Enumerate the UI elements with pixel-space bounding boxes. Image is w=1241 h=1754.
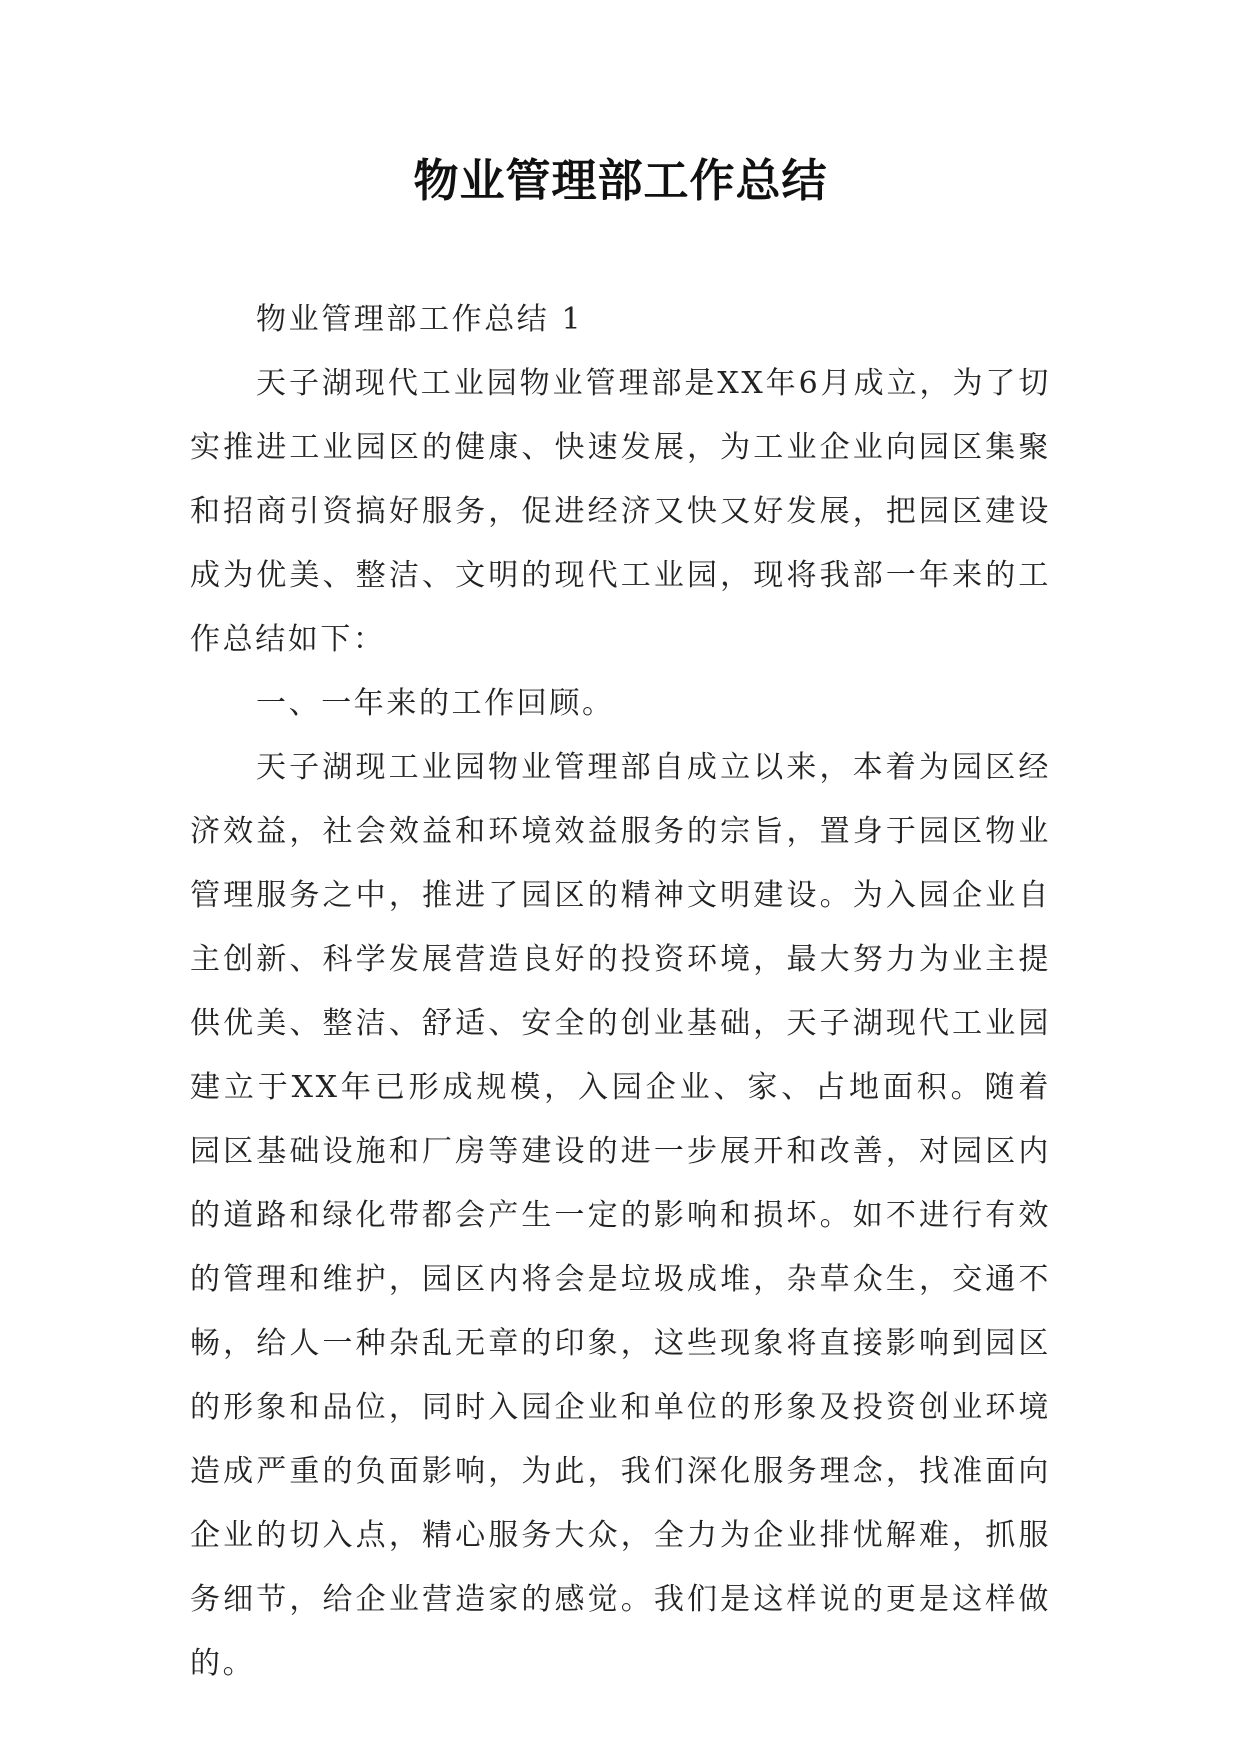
paragraph-section-heading: 一、一年来的工作回顾。 xyxy=(256,686,615,721)
paragraph-heading: 物业管理部工作总结 1 xyxy=(256,302,584,337)
paragraph-review: 天子湖现工业园物业管理部自成立以来，本着为园区经济效益，社会效益和环境效益服务的宗旨，置身于园区物业管理服务之中，推进了园区的精神文明建设。为入园企业自主创新、科学发展营造良好的投资环境，最大努力为业主提供优美、整洁、舒适、安全的创业基础，天子湖现代工业园建立于XX年已形成规模，入园企业、家、占地面积。随着园区基础设施和厂房等建设的进一步展开和改善，对园区内的道路和绿化带都会产生一定的影响和损坏。如不进行有效的管理和维护，园区内将会是垃圾成堆，杂草众生，交通不畅，给人一种杂乱无章的印象，这些现象将直接影响到园区的形象和品位，同时入园企业和单位的形象及投资创业环境造成严重的负面影响，为此，我们深化服务理念，找准面向企业的切入点，精心服务大众，全力为企业排忧解难，抓服务细节，给企业营造家的感觉。我们是这样说的更是这样做的。 xyxy=(190,750,1051,1681)
document-title: 物业管理部工作总结 xyxy=(413,154,828,207)
document-body xyxy=(190,288,1051,1696)
paragraph-intro: 天子湖现代工业园物业管理部是XX年6月成立，为了切实推进工业园区的健康、快速发展，为工业企业向园区集聚和招商引资搞好服务，促进经济又快又好发展，把园区建设成为优美、整洁、文明的现代工业园，现将我部一年来的工作总结如下： xyxy=(190,366,1051,657)
